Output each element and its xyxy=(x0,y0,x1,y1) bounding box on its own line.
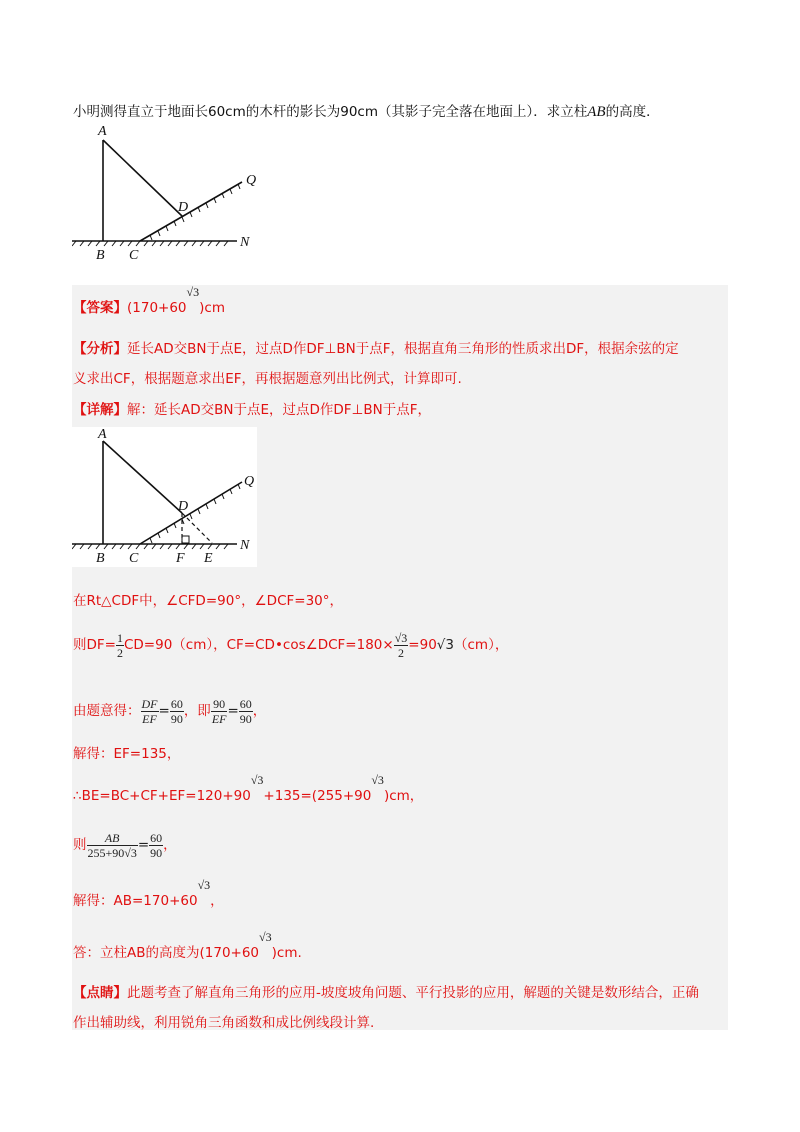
half-fraction: $\frac{1}{2}$ xyxy=(116,630,123,660)
fig2-label-d: D xyxy=(178,499,189,514)
detail-ab-line: 则 $\frac{AB}{255+90√3}$ = $\frac{60}{90}$ ， xyxy=(73,830,177,860)
detail-sol-line: 解得：AB=170+60√3， xyxy=(73,878,224,909)
fig2-label-q: Q xyxy=(244,474,255,489)
fig2-label-a: A xyxy=(98,427,107,442)
detail-rt-line: 在Rt△CDF中，∠CFD=90°，∠DCF=30°， xyxy=(73,593,343,609)
fig2-label-n: N xyxy=(240,538,250,553)
detail-ef-line: 解得：EF=135， xyxy=(73,746,181,762)
fig1-label-b: B xyxy=(96,248,105,263)
figure-1 xyxy=(72,120,272,265)
question-text: 小明测得直立于地面长60cm的木杆的影长为90cm（其影子完全落在地面上）．求立柱AB的高度． xyxy=(73,104,660,120)
fig1-label-d: D xyxy=(178,200,189,215)
comment-line-1: 【点睛】此题考查了解直角三角形的应用-坡度坡角问题、平行投影的应用，解题的关键是数形结合，正确 xyxy=(73,985,699,1001)
detail-be-line: ∴BE=BC+CF+EF=120+90√3+135=(255+90√3)cm， xyxy=(73,773,424,804)
detail-final-line: 答：立柱AB的高度为(170+60√3)cm. xyxy=(73,930,302,961)
fig1-label-n: N xyxy=(240,235,250,250)
cos-fraction: $\frac{√3}{2}$ xyxy=(394,630,408,660)
fig2-label-f: F xyxy=(176,551,185,566)
fig1-label-c: C xyxy=(129,248,139,263)
fig2-label-e: E xyxy=(204,551,213,566)
analysis-line-1: 【分析】延长AD交BN于点E，过点D作DF⊥BN于点F，根据直角三角形的性质求出DF，根据余弦的定 xyxy=(73,341,679,357)
answer-line: 【答案】(170+60√3)cm xyxy=(73,285,225,316)
analysis-line-2: 义求出CF，根据题意求出EF，再根据题意列出比例式，计算即可. xyxy=(73,371,462,387)
fig2-label-b: B xyxy=(96,551,105,566)
detail-eq-line: 由题意得： $\frac{DF}{EF}$ = $\frac{60}{90}$ ，即 $\frac{90}{EF}$ = $\frac{60}{90}$ ， xyxy=(73,696,267,726)
fig2-label-c: C xyxy=(129,551,139,566)
question-var: AB xyxy=(587,104,606,120)
detail-df-line: 则DF= $\frac{1}{2}$ CD=90（cm），CF=CD•cos∠DCF=180× $\frac{√3}{2}$ =90√3（cm）， xyxy=(73,630,509,660)
fig1-label-q: Q xyxy=(246,173,257,188)
comment-line-2: 作出辅助线，利用锐角三角函数和成比例线段计算. xyxy=(73,1015,375,1031)
figure-2 xyxy=(72,427,257,567)
detail-line-1: 【详解】解：延长AD交BN于点E，过点D作DF⊥BN于点F， xyxy=(73,402,431,418)
fig1-label-a: A xyxy=(98,124,107,139)
